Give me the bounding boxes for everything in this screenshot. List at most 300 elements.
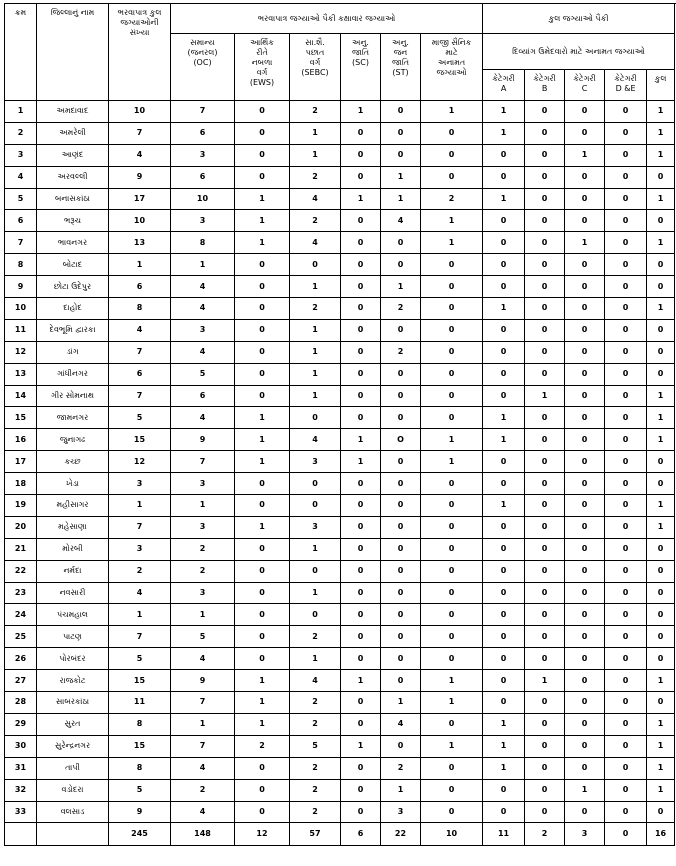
serial-cell: 16: [5, 429, 37, 451]
disabled-total-cell: 1: [647, 101, 675, 123]
cat-b-cell: 0: [525, 122, 565, 144]
sc-cell: 0: [341, 385, 381, 407]
table-row: [5, 101, 675, 123]
serial-cell: 12: [5, 341, 37, 363]
disabled-total-cell: 0: [647, 648, 675, 670]
cat-de-cell: 0: [605, 626, 647, 648]
ex-servicemen-cell: 0: [421, 648, 483, 670]
cat-a-total-cell: 11: [483, 823, 525, 846]
cat-c-cell: 0: [565, 166, 605, 188]
cat-de-cell: 0: [605, 210, 647, 232]
cat-c-cell: 0: [565, 210, 605, 232]
cat-a-cell: 0: [483, 801, 525, 823]
serial-cell: 24: [5, 604, 37, 626]
table-row: [5, 144, 675, 166]
cat-de-cell: 0: [605, 757, 647, 779]
total-posts-total-cell: 245: [109, 823, 171, 846]
cat-b-cell: 0: [525, 298, 565, 320]
ex-servicemen-cell: 0: [421, 254, 483, 276]
sebc-cell: 1: [290, 341, 341, 363]
serial-cell: 27: [5, 670, 37, 692]
general-cell: 3: [171, 144, 235, 166]
total-posts-cell: 2: [109, 560, 171, 582]
sebc-cell: 2: [290, 692, 341, 714]
district-cell: મોરબી: [37, 538, 109, 560]
disabled-total-cell: 1: [647, 735, 675, 757]
st-cell: O: [381, 429, 421, 451]
cat-a-cell: 0: [483, 451, 525, 473]
table-row: [5, 166, 675, 188]
sc-cell: 0: [341, 560, 381, 582]
ex-servicemen-cell: 1: [421, 210, 483, 232]
ews-cell: 0: [235, 385, 290, 407]
ews-total-cell: 12: [235, 823, 290, 846]
cat-c-cell: 0: [565, 757, 605, 779]
district-cell: ગાંધીનગર: [37, 363, 109, 385]
general-cell: 1: [171, 604, 235, 626]
sc-cell: 0: [341, 692, 381, 714]
cat-b-cell: 0: [525, 451, 565, 473]
district-posts-table: [4, 3, 675, 846]
cat-b-cell: 1: [525, 385, 565, 407]
general-cell: 3: [171, 582, 235, 604]
general-cell: 4: [171, 801, 235, 823]
disabled-total-cell: 0: [647, 451, 675, 473]
disabled-total-cell: 0: [647, 801, 675, 823]
cat-b-cell: 0: [525, 757, 565, 779]
cat-c-cell: 0: [565, 122, 605, 144]
cat-c-cell: 0: [565, 101, 605, 123]
ews-cell: 0: [235, 757, 290, 779]
district-cell: આણંદ: [37, 144, 109, 166]
disabled-total-cell: 0: [647, 626, 675, 648]
general-cell: 7: [171, 101, 235, 123]
st-header: અનુ. જન જાતિ (ST): [381, 34, 421, 101]
general-cell: 7: [171, 692, 235, 714]
ews-cell: 0: [235, 560, 290, 582]
cat-c-cell: 1: [565, 144, 605, 166]
cat-c-cell: 0: [565, 648, 605, 670]
cat-a-cell: 0: [483, 363, 525, 385]
table-row: [5, 495, 675, 517]
general-cell: 6: [171, 385, 235, 407]
sebc-cell: 0: [290, 495, 341, 517]
disabled-total-cell: 1: [647, 144, 675, 166]
general-cell: 10: [171, 188, 235, 210]
st-cell: 1: [381, 779, 421, 801]
disabled-total-cell: 0: [647, 473, 675, 495]
sebc-cell: 2: [290, 779, 341, 801]
district-cell: અમદાવાદ: [37, 101, 109, 123]
cat-c-cell: 0: [565, 582, 605, 604]
ews-cell: 1: [235, 713, 290, 735]
general-cell: 3: [171, 516, 235, 538]
ex-servicemen-total-cell: 10: [421, 823, 483, 846]
total-posts-cell: 6: [109, 363, 171, 385]
cat-de-cell: 0: [605, 648, 647, 670]
district-cell: અરવલ્લી: [37, 166, 109, 188]
cat-de-total-cell: 0: [605, 823, 647, 846]
disabled-total-cell: 0: [647, 319, 675, 341]
cat-c-cell: 0: [565, 713, 605, 735]
sebc-cell: 0: [290, 604, 341, 626]
sc-cell: 0: [341, 582, 381, 604]
sebc-total-cell: 57: [290, 823, 341, 846]
sebc-cell: 1: [290, 648, 341, 670]
table-row: [5, 779, 675, 801]
cat-a-cell: 0: [483, 385, 525, 407]
ews-cell: 2: [235, 735, 290, 757]
st-cell: 0: [381, 101, 421, 123]
cat-de-cell: 0: [605, 363, 647, 385]
table-row: [5, 735, 675, 757]
ex-servicemen-cell: 0: [421, 144, 483, 166]
district-cell: બોટાદ: [37, 254, 109, 276]
ex-servicemen-header: માજી સૈનિક માટે અનામત જગ્યાઓ: [421, 34, 483, 101]
ex-servicemen-cell: 0: [421, 298, 483, 320]
table-row: [5, 188, 675, 210]
ews-cell: 0: [235, 648, 290, 670]
cat-de-cell: 0: [605, 779, 647, 801]
table-row: [5, 560, 675, 582]
serial-cell: 4: [5, 166, 37, 188]
sebc-cell: 3: [290, 516, 341, 538]
ex-servicemen-cell: 0: [421, 560, 483, 582]
cat-c-header: કેટેગરી C: [565, 70, 605, 101]
cat-a-cell: 0: [483, 144, 525, 166]
ews-cell: 0: [235, 341, 290, 363]
disabled-total-cell: 1: [647, 122, 675, 144]
cat-de-cell: 0: [605, 692, 647, 714]
table-row: [5, 385, 675, 407]
ex-servicemen-cell: 1: [421, 735, 483, 757]
sebc-cell: 0: [290, 473, 341, 495]
disabled-total-cell: 0: [647, 254, 675, 276]
cat-b-cell: 1: [525, 670, 565, 692]
disabled-total-cell: 1: [647, 495, 675, 517]
total-posts-cell: 10: [109, 101, 171, 123]
ex-servicemen-cell: 0: [421, 713, 483, 735]
ex-servicemen-cell: 0: [421, 319, 483, 341]
district-cell: દાહોદ: [37, 298, 109, 320]
cat-a-cell: 1: [483, 429, 525, 451]
cat-de-cell: 0: [605, 144, 647, 166]
cat-b-cell: 0: [525, 363, 565, 385]
st-cell: 1: [381, 188, 421, 210]
district-cell: નર્મદા: [37, 560, 109, 582]
cat-b-cell: 0: [525, 144, 565, 166]
disabled-total-cell: 0: [647, 582, 675, 604]
ews-cell: 0: [235, 276, 290, 298]
total-posts-cell: 7: [109, 385, 171, 407]
st-cell: 0: [381, 538, 421, 560]
cat-b-cell: 0: [525, 188, 565, 210]
ews-cell: 0: [235, 101, 290, 123]
table-row: [5, 363, 675, 385]
sc-cell: 0: [341, 232, 381, 254]
ex-servicemen-cell: 1: [421, 451, 483, 473]
cat-c-cell: 0: [565, 560, 605, 582]
st-cell: 2: [381, 757, 421, 779]
ews-cell: 1: [235, 407, 290, 429]
sebc-cell: 1: [290, 385, 341, 407]
table-row: [5, 713, 675, 735]
table-row: [5, 254, 675, 276]
ex-servicemen-cell: 1: [421, 232, 483, 254]
general-cell: 8: [171, 232, 235, 254]
st-total-cell: 22: [381, 823, 421, 846]
serial-total-cell: [5, 823, 37, 846]
general-cell: 4: [171, 407, 235, 429]
st-cell: 0: [381, 648, 421, 670]
cat-de-cell: 0: [605, 319, 647, 341]
district-cell: ખેડા: [37, 473, 109, 495]
table-row: [5, 757, 675, 779]
sebc-cell: 2: [290, 801, 341, 823]
st-cell: 0: [381, 735, 421, 757]
total-posts-cell: 3: [109, 473, 171, 495]
ews-cell: 0: [235, 319, 290, 341]
st-cell: 0: [381, 473, 421, 495]
cat-a-cell: 0: [483, 670, 525, 692]
serial-cell: 21: [5, 538, 37, 560]
st-cell: 0: [381, 560, 421, 582]
disabled-total-cell: 1: [647, 429, 675, 451]
total-posts-cell: 4: [109, 582, 171, 604]
cat-b-cell: 0: [525, 560, 565, 582]
cat-a-cell: 0: [483, 232, 525, 254]
ex-servicemen-cell: 0: [421, 801, 483, 823]
sebc-cell: 1: [290, 582, 341, 604]
general-cell: 7: [171, 451, 235, 473]
total-posts-cell: 1: [109, 495, 171, 517]
sebc-cell: 0: [290, 560, 341, 582]
district-cell: પંચમહાલ: [37, 604, 109, 626]
cat-a-cell: 1: [483, 122, 525, 144]
total-posts-cell: 5: [109, 779, 171, 801]
sc-cell: 0: [341, 626, 381, 648]
st-cell: 0: [381, 232, 421, 254]
cat-c-cell: 0: [565, 385, 605, 407]
disabled-total-cell: 0: [647, 363, 675, 385]
sc-cell: 0: [341, 604, 381, 626]
sc-cell: 1: [341, 451, 381, 473]
table-row: [5, 626, 675, 648]
disabled-total-cell: 1: [647, 713, 675, 735]
cat-de-cell: 0: [605, 122, 647, 144]
ews-cell: 1: [235, 210, 290, 232]
cat-b-cell: 0: [525, 713, 565, 735]
ex-servicemen-cell: 0: [421, 363, 483, 385]
ews-cell: 0: [235, 254, 290, 276]
sc-cell: 0: [341, 254, 381, 276]
cat-de-cell: 0: [605, 560, 647, 582]
serial-cell: 22: [5, 560, 37, 582]
cat-de-cell: 0: [605, 735, 647, 757]
sc-cell: 0: [341, 166, 381, 188]
table-row: [5, 582, 675, 604]
district-cell: ગીર સોમનાથ: [37, 385, 109, 407]
ews-cell: 0: [235, 626, 290, 648]
sebc-cell: 4: [290, 232, 341, 254]
sc-cell: 0: [341, 713, 381, 735]
general-cell: 4: [171, 276, 235, 298]
disabled-total-cell: 0: [647, 604, 675, 626]
total-posts-cell: 1: [109, 254, 171, 276]
total-posts-cell: 7: [109, 122, 171, 144]
district-cell: બનાસકાંઠા: [37, 188, 109, 210]
ex-servicemen-cell: 0: [421, 604, 483, 626]
sc-cell: 0: [341, 801, 381, 823]
cat-c-cell: 0: [565, 801, 605, 823]
cat-a-cell: 0: [483, 692, 525, 714]
cat-b-cell: 0: [525, 604, 565, 626]
cat-de-cell: 0: [605, 516, 647, 538]
district-cell: કચ્છ: [37, 451, 109, 473]
st-cell: 0: [381, 144, 421, 166]
general-cell: 2: [171, 560, 235, 582]
cat-de-cell: 0: [605, 101, 647, 123]
total-posts-cell: 5: [109, 407, 171, 429]
ex-servicemen-cell: 0: [421, 516, 483, 538]
district-cell: જામનગર: [37, 407, 109, 429]
sc-cell: 0: [341, 757, 381, 779]
cat-a-cell: 0: [483, 319, 525, 341]
general-cell: 6: [171, 122, 235, 144]
total-posts-cell: 5: [109, 648, 171, 670]
ex-servicemen-cell: 1: [421, 670, 483, 692]
disabled-total-cell: 1: [647, 232, 675, 254]
st-cell: 1: [381, 166, 421, 188]
cat-a-cell: 0: [483, 166, 525, 188]
sc-cell: 1: [341, 429, 381, 451]
general-cell: 9: [171, 670, 235, 692]
sc-cell: 0: [341, 319, 381, 341]
total-posts-cell: 7: [109, 341, 171, 363]
total-posts-cell: 9: [109, 166, 171, 188]
general-cell: 4: [171, 298, 235, 320]
general-cell: 7: [171, 735, 235, 757]
general-header: સમાન્ય (જનરલ) (OC): [171, 34, 235, 101]
cat-b-cell: 0: [525, 626, 565, 648]
table-row: [5, 648, 675, 670]
cat-c-cell: 0: [565, 538, 605, 560]
cat-a-cell: 0: [483, 538, 525, 560]
disabled-total-cell: 1: [647, 385, 675, 407]
cat-de-cell: 0: [605, 341, 647, 363]
disabled-total-cell: 1: [647, 407, 675, 429]
st-cell: 2: [381, 298, 421, 320]
st-cell: 0: [381, 363, 421, 385]
district-cell: મહેસાણા: [37, 516, 109, 538]
cat-a-cell: 1: [483, 101, 525, 123]
st-cell: 1: [381, 692, 421, 714]
total-posts-cell: 15: [109, 429, 171, 451]
st-cell: 1: [381, 276, 421, 298]
cat-a-cell: 0: [483, 210, 525, 232]
table-row: [5, 276, 675, 298]
ex-servicemen-cell: 0: [421, 407, 483, 429]
general-cell: 6: [171, 166, 235, 188]
table-row: [5, 451, 675, 473]
cat-c-cell: 0: [565, 341, 605, 363]
sebc-cell: 2: [290, 166, 341, 188]
ex-servicemen-cell: 0: [421, 385, 483, 407]
serial-cell: 26: [5, 648, 37, 670]
ews-cell: 1: [235, 451, 290, 473]
ex-servicemen-cell: 1: [421, 692, 483, 714]
sc-cell: 1: [341, 735, 381, 757]
general-cell: 3: [171, 319, 235, 341]
cat-a-cell: 0: [483, 604, 525, 626]
table-header: [5, 4, 675, 101]
cat-de-cell: 0: [605, 407, 647, 429]
ews-cell: 0: [235, 538, 290, 560]
ews-header: આર્થિક રીતે નબળા વર્ગ (EWS): [235, 34, 290, 101]
cat-c-cell: 0: [565, 188, 605, 210]
cat-b-cell: 0: [525, 429, 565, 451]
cat-de-cell: 0: [605, 451, 647, 473]
cat-a-cell: 0: [483, 254, 525, 276]
total-posts-cell: 10: [109, 210, 171, 232]
cat-de-cell: 0: [605, 604, 647, 626]
cat-c-cell: 0: [565, 407, 605, 429]
ews-cell: 0: [235, 801, 290, 823]
cat-de-cell: 0: [605, 166, 647, 188]
serial-cell: 14: [5, 385, 37, 407]
sc-cell: 1: [341, 188, 381, 210]
cat-b-cell: 0: [525, 473, 565, 495]
cat-de-cell: 0: [605, 473, 647, 495]
district-cell: ડાંગ: [37, 341, 109, 363]
total-posts-cell: 9: [109, 801, 171, 823]
table-row: [5, 298, 675, 320]
cat-a-cell: 1: [483, 735, 525, 757]
cat-c-cell: 0: [565, 429, 605, 451]
serial-cell: 5: [5, 188, 37, 210]
cat-de-cell: 0: [605, 298, 647, 320]
table-row: [5, 538, 675, 560]
ews-cell: 1: [235, 516, 290, 538]
district-cell: ભાવનગર: [37, 232, 109, 254]
cat-a-cell: 0: [483, 648, 525, 670]
cat-b-cell: 0: [525, 101, 565, 123]
cat-de-cell: 0: [605, 232, 647, 254]
sc-cell: 1: [341, 670, 381, 692]
disabled-total-cell: 0: [647, 210, 675, 232]
ews-cell: 1: [235, 692, 290, 714]
table-row: [5, 516, 675, 538]
district-cell: મહીસાગર: [37, 495, 109, 517]
district-header: જિલ્લાનું નામ: [37, 4, 109, 101]
district-cell: અમરેલી: [37, 122, 109, 144]
general-cell: 5: [171, 626, 235, 648]
cat-b-total-cell: 2: [525, 823, 565, 846]
general-cell: 1: [171, 495, 235, 517]
serial-cell: 20: [5, 516, 37, 538]
disabled-total-cell: 0: [647, 276, 675, 298]
district-cell: છોટા ઉદેપુર: [37, 276, 109, 298]
cat-de-cell: 0: [605, 276, 647, 298]
ex-servicemen-cell: 0: [421, 626, 483, 648]
total-posts-cell: 4: [109, 319, 171, 341]
st-cell: 0: [381, 604, 421, 626]
cat-a-header: કેટેગરી A: [483, 70, 525, 101]
cat-b-cell: 0: [525, 516, 565, 538]
st-cell: 4: [381, 210, 421, 232]
cat-c-cell: 1: [565, 779, 605, 801]
cat-de-cell: 0: [605, 429, 647, 451]
